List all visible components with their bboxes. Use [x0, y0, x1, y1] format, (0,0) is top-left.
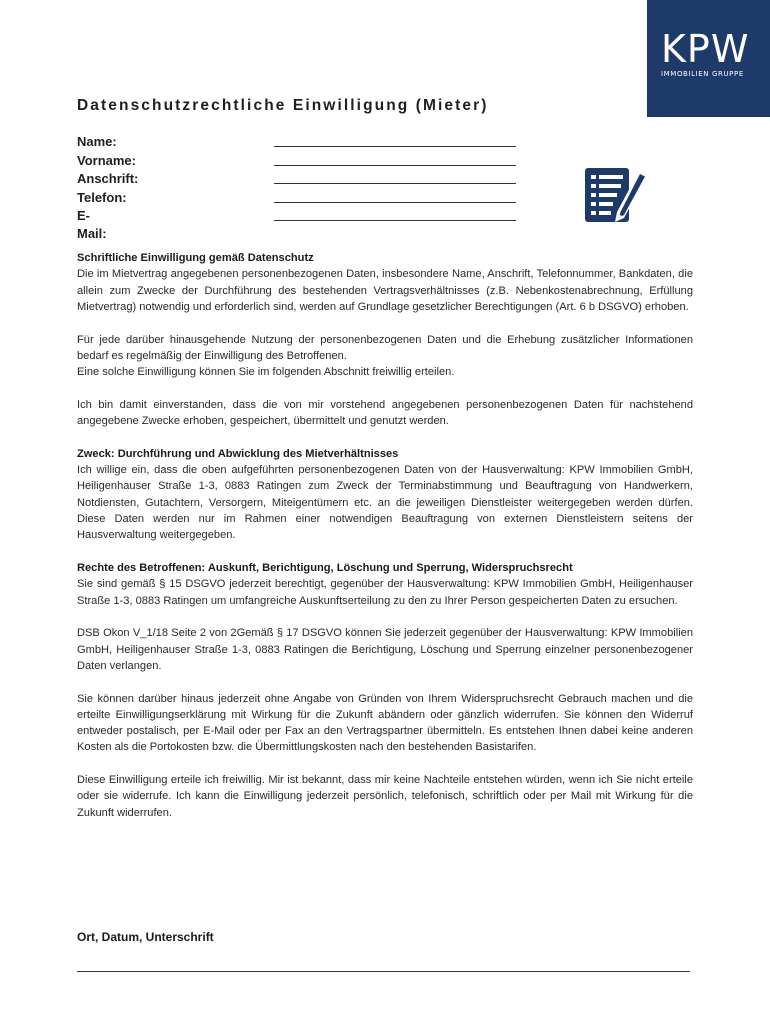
anschrift-input-line[interactable]	[274, 183, 516, 184]
rights-heading: Rechte des Betroffenen: Auskunft, Berichtigung, Löschung und Sperrung, Widerspruchsrecht	[77, 562, 573, 575]
rights-paragraph-2	[77, 625, 693, 674]
rights-text-2: DSB Okon V_1/18 Seite 2 von 2Gemäß § 17 DSGVO können Sie jederzeit gegenüber der Hausverwaltung: KPW Immobilien GmbH, Heiligenhauser Straße 1-3, 0883 Ratingen die Berichtigung, Löschung und Sperrung einzelner personenbezogener Daten verlangen.	[77, 627, 693, 672]
purpose-heading: Zweck: Durchführung und Abwicklung des Mietverhältnisses	[77, 447, 399, 460]
name-input-line[interactable]	[274, 146, 516, 147]
page-title: Datenschutzrechtliche Einwilligung (Mieter)	[77, 97, 489, 114]
field-label-anschrift: Anschrift:	[77, 171, 139, 186]
voluntary-paragraph	[77, 772, 693, 821]
company-logo	[647, 0, 770, 117]
signature-label: Ort, Datum, Unterschrift	[77, 930, 214, 944]
logo-tagline: IMMOBILIEN GRUPPE	[661, 70, 744, 78]
agree-paragraph	[77, 397, 693, 430]
field-label-email: E-Mail:	[77, 208, 107, 241]
further-use-text-1: Für jede darüber hinausgehende Nutzung der personenbezogenen Daten und die Erhebung zusätzlicher Informationen bedarf es regelmäßig der Einwilligung des Betroffenen.	[77, 333, 693, 362]
telefon-input-line[interactable]	[274, 202, 516, 203]
field-label-vorname: Vorname:	[77, 152, 136, 168]
purpose-text: Ich willige ein, dass die oben aufgeführten personenbezogenen Daten von der Hausverwaltung: KPW Immobilien GmbH, Heiligenhauser Straße 1-3, 0883 Ratingen zum Zweck der Terminabstimmung und Beauftragung von Handwerkern, Notdiensten, Gutachtern, Versorgern, Miteigentümern etc. an die jeweiligen Dienstleister weitergegeben werden dürfen. Diese Daten werden nur im Rahmen einer notwendigen Beauftragung von externen Dienstleistern seitens der Hausverwaltung weitergegeben.	[77, 464, 693, 542]
consent-paragraph	[77, 250, 693, 315]
rights-text: Sie sind gemäß § 15 DSGVO jederzeit berechtigt, gegenüber der Hausverwaltung: KPW Immobilien GmbH, Heiligenhauser Straße 1-3, 0883 Ratingen um umfangreiche Auskunftserteilung zu den zu Ihrer Person gespeicherten Daten zu ersuchen.	[77, 578, 693, 607]
signature-line[interactable]	[77, 971, 690, 972]
objection-text: Sie können darüber hinaus jederzeit ohne Angabe von Gründen von Ihrem Widerspruchsrecht Gebrauch machen und die erteilte Einwilligungserklärung mit Wirkung für die Zukunft abändern oder gänzlich widerrufen. Sie können den Widerruf entweder postalisch, per E-Mail oder per Fax an den Vertragspartner übermitteln. Es entstehen Ihnen dabei keine anderen Kosten als die Portokosten bzw. die Übermittlungskosten nach den bestehenden Basistarifen.	[77, 692, 693, 754]
field-label-telefon: Telefon:	[77, 189, 127, 205]
consent-body	[77, 250, 693, 821]
vorname-input-line[interactable]	[274, 165, 516, 166]
field-label-name: Name:	[77, 134, 117, 149]
agree-text: Ich bin damit einverstanden, dass die von mir vorstehend angegebenen personenbezogenen Daten für nachstehend angegebene Zwecke erhoben, gespeichert, übermittelt und genutzt werden.	[77, 398, 693, 428]
rights-paragraph	[77, 560, 693, 609]
further-use-paragraph	[77, 332, 693, 381]
consent-heading: Schriftliche Einwilligung gemäß Datenschutz	[77, 252, 314, 264]
purpose-paragraph	[77, 446, 693, 544]
further-use-text-2: Eine solche Einwilligung können Sie im folgenden Abschnitt freiwillig erteilen.	[77, 366, 455, 379]
email-input-line[interactable]	[274, 220, 516, 221]
logo-wordmark: KPW	[661, 27, 750, 71]
objection-paragraph	[77, 691, 693, 756]
voluntary-text: Diese Einwilligung erteile ich freiwillig. Mir ist bekannt, dass mir keine Nachteile entstehen würden, wenn ich Sie nicht erteile oder sie widerrufe. Ich kann die Einwilligung jederzeit persönlich, telefonisch, schriftlich oder per Mail mit Wirkung für die Zukunft widerrufen.	[77, 774, 693, 819]
consent-text: Die im Mietvertrag angegebenen personenbezogenen Daten, insbesondere Name, Anschrift, Telefonnummer, Bankdaten, die allein zum Zwecke der Durchführung des bestehenden Vertragsverhältnisses (z.B. Nebenkostenabrechnung, Erfüllung Mietvertrag) notwendig und erforderlich sind, werden auf Grundlage gesetzlicher Berechtigungen (Art. 6 b DSGVO) erhoben.	[77, 268, 693, 313]
form-checklist-pencil-icon	[582, 166, 650, 226]
